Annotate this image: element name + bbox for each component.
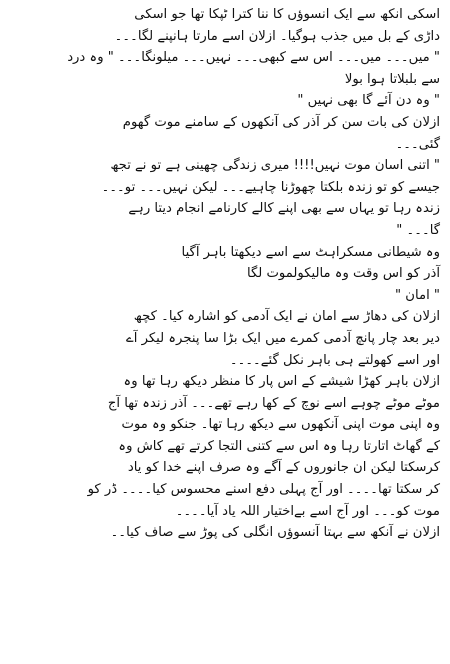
dialogue-line: " امان " — [395, 287, 440, 303]
dialogue-line: " میں۔۔۔ میں۔۔۔ اس سے کبھی۔۔۔ نہیں۔۔۔ میلونگا۔۔۔ " وہ درد — [67, 50, 440, 66]
text-line: سے بلبلاتا ہوا بولا — [344, 71, 440, 87]
dialogue-line: جیسے کو تو زندہ بلکتا چھوڑنا چاہیے۔۔۔ لیکن نہیں۔۔۔ تو۔۔۔ — [101, 179, 440, 195]
dialogue-line: زندہ رہا تو یہاں سے بھی اپنے کالے کارنامے انجام دیتا رہے — [128, 201, 440, 217]
text-line: کے گھاٹ اتارتا رہا وہ اس سے کتنی التجا کرتے تھے کاش وہ — [118, 438, 440, 454]
text-line: ازلان نے آنکھ سے بہتا آنسوؤں انگلی کی پوڑ سے صاف کیا۔۔ — [110, 525, 440, 541]
text-line: داڑی کے بل میں جذب ہوگیا۔ ازلان اسے مارتا ہانپنے لگا۔۔۔ — [114, 28, 440, 44]
dialogue-line: گا۔۔۔ " — [396, 222, 440, 238]
text-line: وہ اپنی موت اپنی آنکھوں سے دیکھ رہا تھا۔ جنکو وہ موت — [121, 417, 440, 433]
text-line: دیر بعد چار پانچ آدمی کمرے میں ایک بڑا سا پنجرہ لیکر آے — [126, 330, 440, 346]
text-line: اور اسے کھولتے ہی باہر نکل گئے۔۔۔۔ — [229, 352, 440, 368]
text-line: موٹے موٹے چوہے اسے نوچ کے کھا رہے تھے۔۔۔ آذر زندہ تھا آج — [107, 395, 440, 411]
text-line: ازلان کی دھاڑ سے امان نے ایک آدمی کو اشارہ کیا۔ کچھ — [133, 309, 440, 325]
text-line: کرسکتا لیکن ان جانوروں کے آگے وہ صرف اپنے خدا کو یاد — [127, 460, 440, 476]
text-line: اسکی انکھ سے ایک انسوؤں کا ننا کترا ٹپکا تھا جو اسکی — [134, 7, 440, 22]
text-line: آذر کو اس وقت وہ مالیکولموت لگا — [247, 266, 440, 282]
text-line: ازلان کی بات سن کر آذر کی آنکھوں کے سامنے موت گھوم — [122, 114, 440, 130]
text-line: ازلان باہر کھڑا شیشے کے اس پار کا منظر دیکھ رہا تھا وہ — [123, 374, 440, 390]
dialogue-line: " وہ دن آئے گا بھی نہیں " — [297, 93, 440, 109]
text-line: گئی۔۔۔ — [395, 136, 440, 152]
text-line: موت کو۔۔۔ اور آج اسے بےاختیار اللہ یاد آیا۔۔۔۔ — [175, 503, 440, 519]
dialogue-line: " اتنی اسان موت نہیں!!!! میری زندگی چھینی ہے تو نے تجھ — [110, 158, 440, 174]
text-line: کر سکتا تھا۔۔۔۔ اور آج پہلی دفع اسنے محسوس کیا۔۔۔۔ ڈر کو — [87, 482, 440, 498]
text-line: وہ شیطانی مسکراہٹ سے اسے دیکھتا باہر آگیا — [181, 244, 440, 260]
